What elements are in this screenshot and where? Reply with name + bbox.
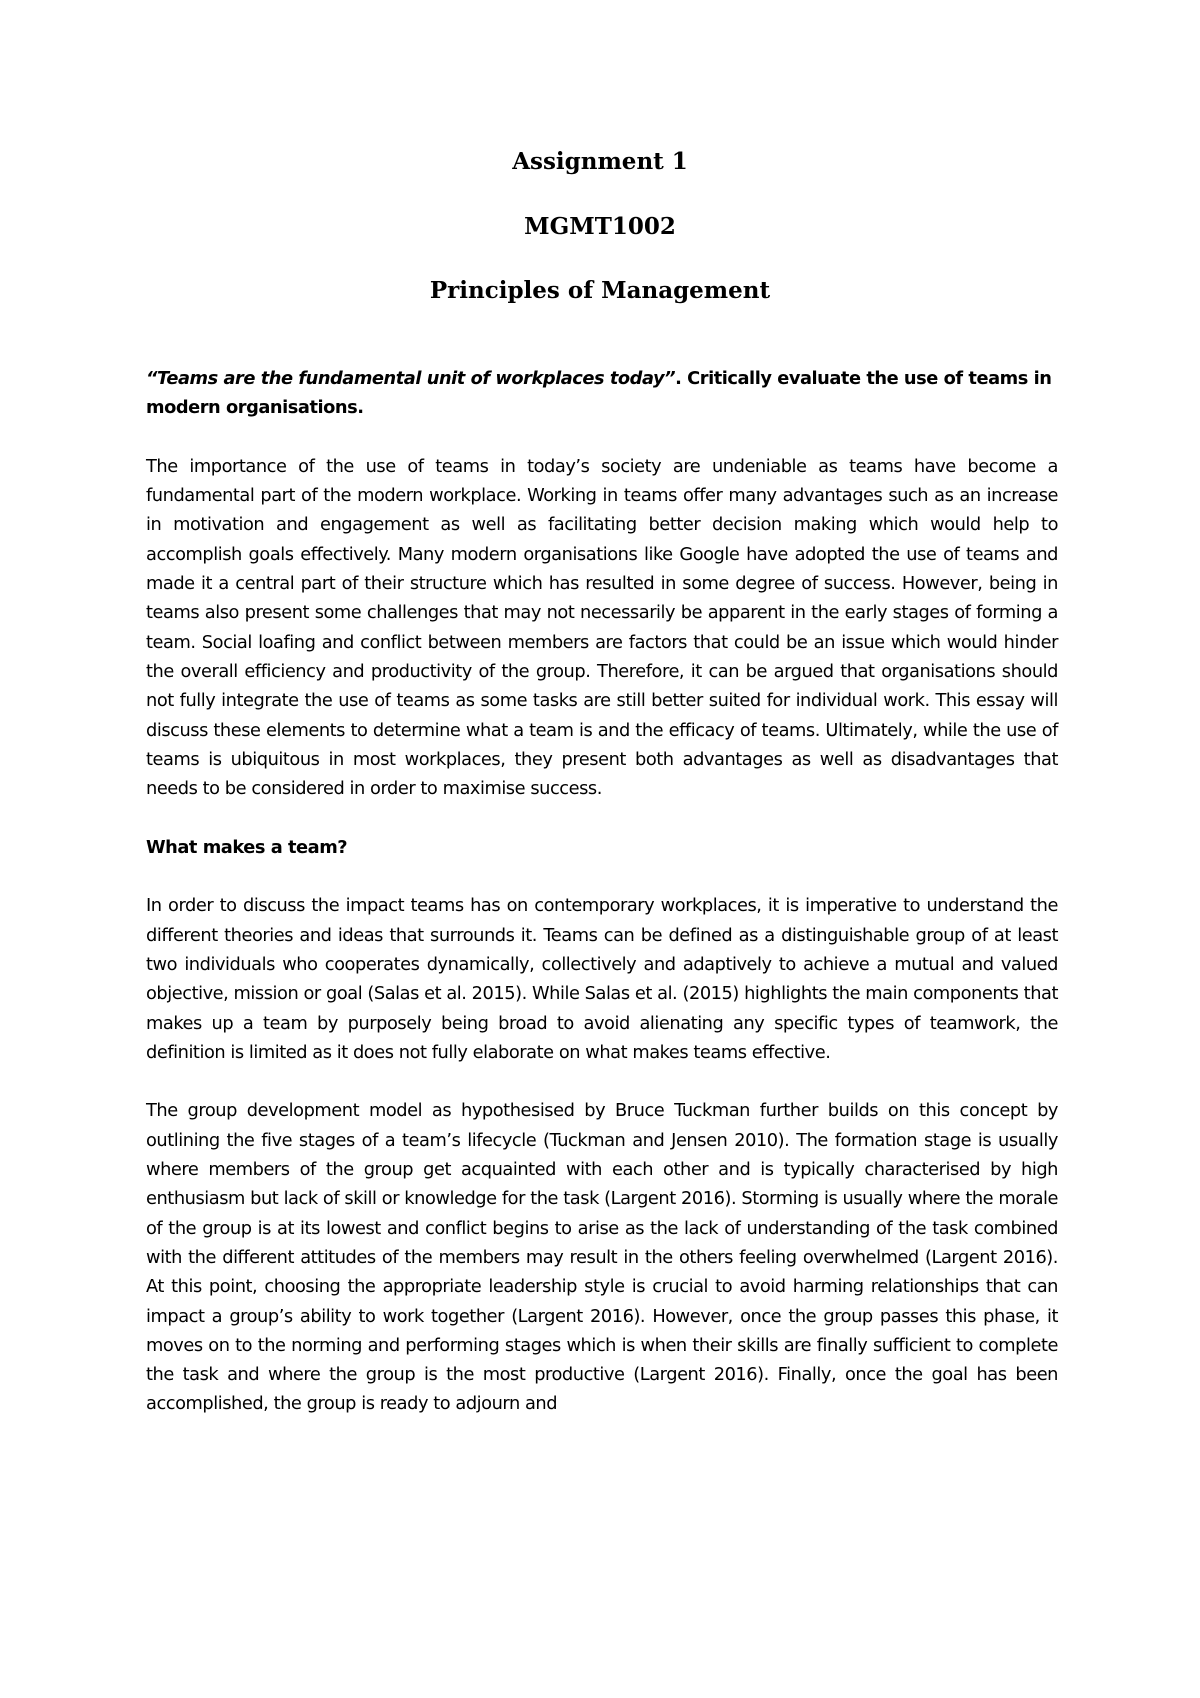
definition-paragraph: In order to discuss the impact teams has on contemporary workplaces, it is imperative to understand the different theories and ideas that surrounds it. Teams can be defined as a distinguishable group of at least two individuals who cooperates dynamically, collectively and adaptively to achieve a mutual and valued objective, mission or goal (Salas et al. 2015). While Salas et al. (2015) highlights the main components that makes up a team by purposely being broad to avoid alienating any specific types of teamwork, the definition is limited as it does not fully elaborate on what makes teams effective.	[146, 895, 1058, 1063]
essay-question	[146, 364, 1058, 423]
section-heading: What makes a team?	[146, 836, 348, 858]
course-code: MGMT1002	[524, 213, 676, 240]
question-prompt: . Critically evaluate the use of teams in modern organisations.	[146, 368, 1052, 419]
intro-paragraph: The importance of the use of teams in today’s society are undeniable as teams have become a fundamental part of the modern workplace. Working in teams offer many advantages such as an increase in motivation and engagement as well as facilitating better decision making which would help to accomplish goals effectively. Many modern organisations like Google have adopted the use of teams and made it a central part of their structure which has resulted in some degree of success. However, being in teams also present some challenges that may not necessarily be apparent in the early stages of forming a team. Social loafing and conflict between members are factors that could be an issue which would hinder the overall efficiency and productivity of the group. Therefore, it can be argued that organisations should not fully integrate the use of teams as some tasks are still better suited for individual work. This essay will discuss these elements to determine what a team is and the efficacy of teams. Ultimately, while the use of teams is ubiquitous in most workplaces, they present both advantages as well as disadvantages that needs to be considered in order to maximise success.	[146, 455, 1058, 800]
assignment-title: Assignment 1	[512, 148, 688, 175]
question-quote: “Teams are the fundamental unit of workplaces today”	[146, 368, 676, 389]
course-name: Principles of Management	[429, 277, 771, 304]
tuckman-paragraph: The group development model as hypothesised by Bruce Tuckman further builds on this concept by outlining the five stages of a team’s lifecycle (Tuckman and Jensen 2010). The formation stage is usually where members of the group get acquainted with each other and is typically characterised by high enthusiasm but lack of skill or knowledge for the task (Largent 2016). Storming is usually where the morale of the group is at its lowest and conflict begins to arise as the lack of understanding of the task combined with the different attitudes of the members may result in the others feeling overwhelmed (Largent 2016). At this point, choosing the appropriate leadership style is crucial to avoid harming relationships that can impact a group’s ability to work together (Largent 2016). However, once the group passes this phase, it moves on to the norming and performing stages which is when their skills are finally sufficient to complete the task and where the group is the most productive (Largent 2016). Finally, once the goal has been accomplished, the group is ready to adjourn and	[146, 1100, 1058, 1415]
essay-body	[146, 364, 1058, 1448]
